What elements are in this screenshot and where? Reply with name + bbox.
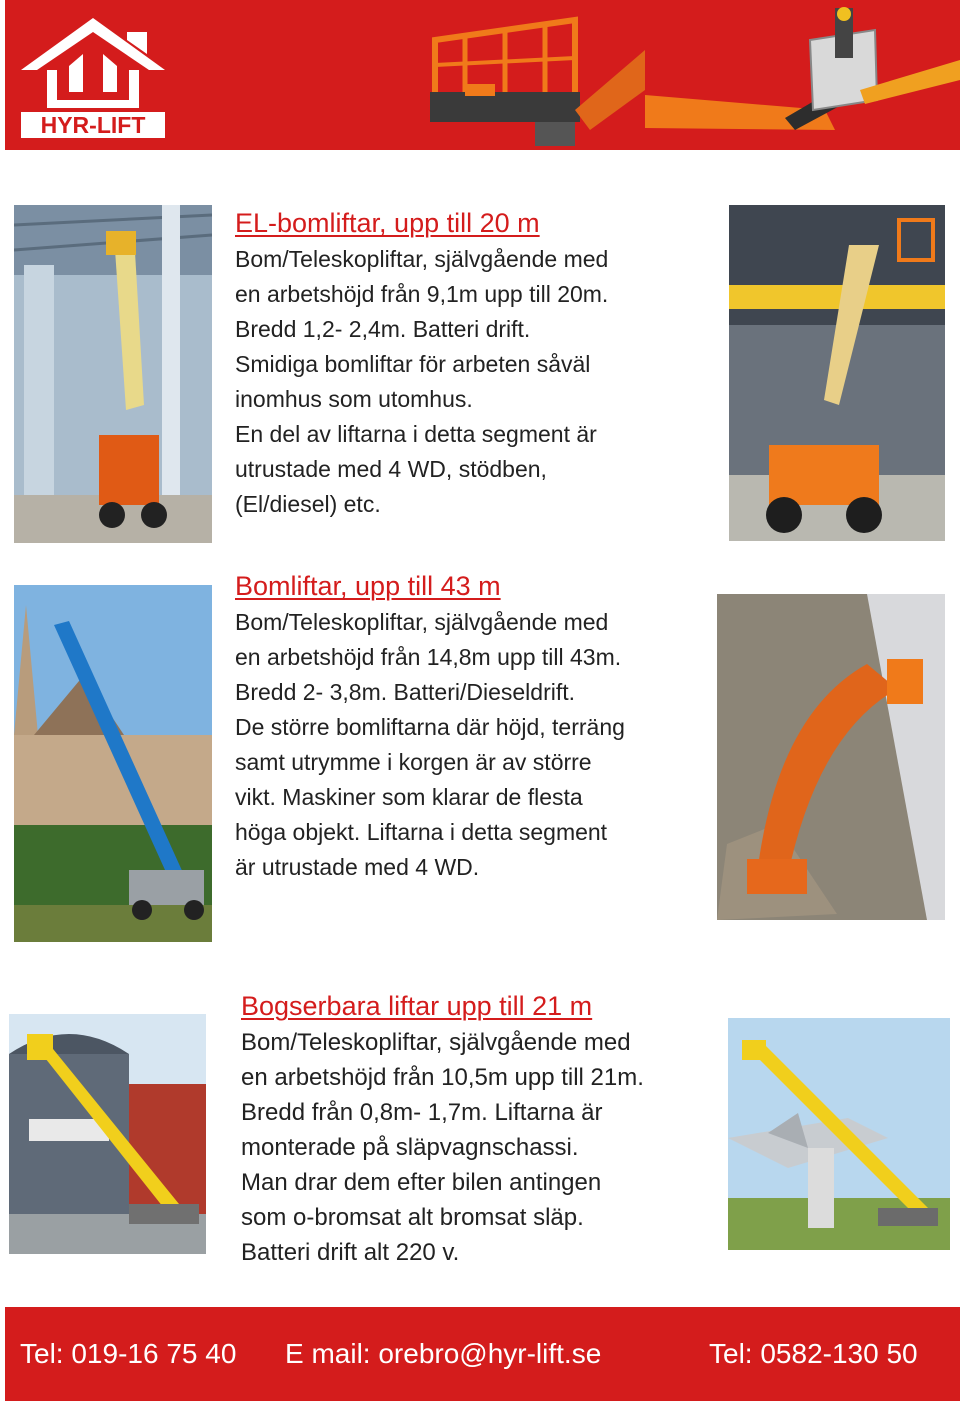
section-body-bomliftar: Bom/Teleskopliftar, självgående med en arbetshöjd från 14,8m upp till 43m. Bredd 2- 3,8m. Batteri/Dieseldrift. De större bomliftarna där höjd, terräng samt utrymme i korgen är av större vikt. Maskiner som klarar de flesta höga objekt. Liftarna i detta segment är utrustade med 4 WD. — [235, 609, 625, 880]
header-banner — [5, 0, 960, 150]
footer-phone-orebro[interactable]: Tel: 019-16 75 40 — [20, 1338, 237, 1369]
photo-indoor-electric-boom-lift — [14, 205, 212, 543]
photo-articulated-boom-lift-wall — [717, 594, 945, 920]
header-photo-worker-boom — [645, 0, 960, 150]
section-body-bogserbara-liftar: Bom/Teleskopliftar, självgående med en arbetshöjd från 10,5m upp till 21m. Bredd från 0,8m- 1,7m. Liftarna är monterade på släpvagnschassi. Man drar dem efter bilen antingen som o-bromsat alt bromsat släp. Batteri drift alt 220 v. — [241, 1029, 644, 1266]
section-body-el-bomliftar: Bom/Teleskopliftar, självgående med en arbetshöjd från 9,1m upp till 20m. Bredd 1,2- 2,4m. Batteri drift. Smidiga bomliftar för arbeten såväl inomhus som utomhus. En del av liftarna i detta segment är utrustade med 4 WD, stödben, (El/diesel) etc. — [235, 246, 609, 517]
footer-contact-bar — [5, 1307, 960, 1401]
header-photo-jlg-basket — [345, 0, 645, 150]
footer-phone-second[interactable]: Tel: 0582-130 50 — [709, 1338, 918, 1369]
section-title-el-bomliftar: EL-bomliftar, upp till 20 m — [235, 208, 540, 238]
photo-trailer-lift-building — [9, 1014, 206, 1254]
photo-jlg-boom-lift-warehouse — [729, 205, 945, 541]
photo-blue-boom-lift-church — [14, 585, 212, 942]
section-title-bomliftar: Bomliftar, upp till 43 m — [235, 571, 501, 601]
section-title-bogserbara-liftar: Bogserbara liftar upp till 21 m — [241, 991, 593, 1021]
footer-email-link[interactable]: E mail: orebro@hyr-lift.se — [285, 1338, 602, 1369]
svg-text:HYR-LIFT: HYR-LIFT — [40, 112, 146, 138]
hyr-lift-logo — [17, 14, 169, 140]
photo-trailer-lift-aircraft — [728, 1018, 950, 1250]
